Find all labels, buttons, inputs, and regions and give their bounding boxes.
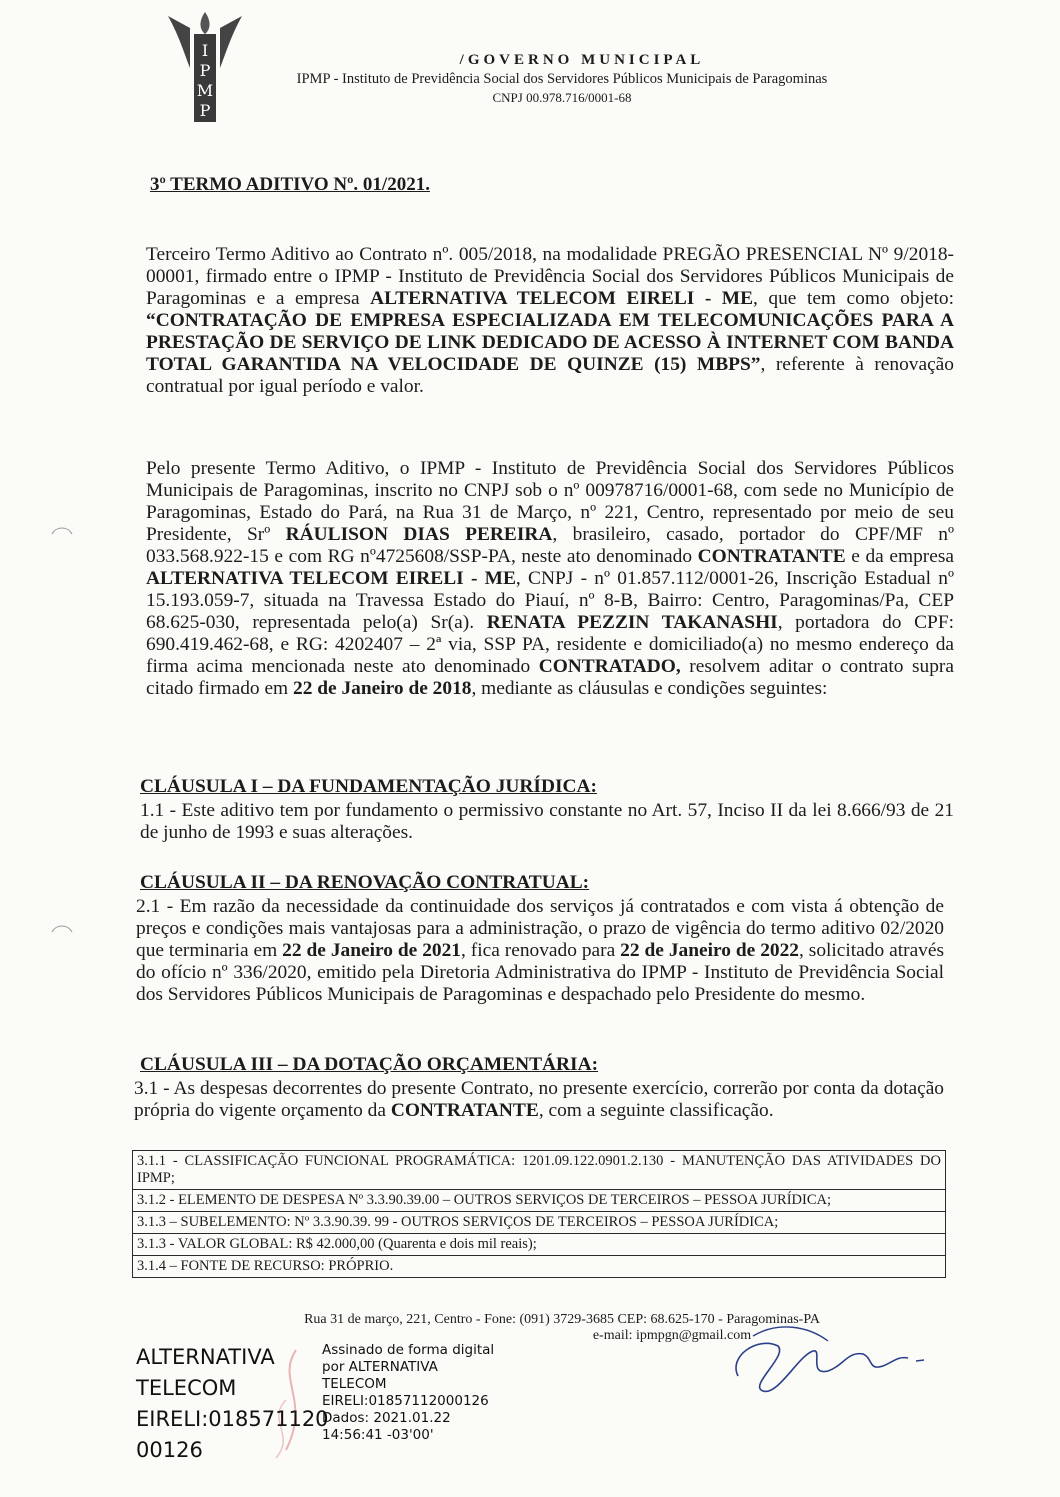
text: , com a seguinte classificação. (538, 1100, 774, 1121)
text: , portadora do CPF: 690.419.462-68, e RG: 4202407 – 2ª via, SSP PA, residente e domiciliado(a) no mesmo endereço da firma acima mencionada neste ato denominado (146, 612, 955, 677)
clause-3-heading: CLÁUSULA III – DA DOTAÇÃO ORÇAMENTÁRIA: (140, 1054, 599, 1075)
clause-2-text (136, 896, 944, 1006)
previous-end-date: 22 de Janeiro de 2021 (282, 940, 461, 961)
text: resolvem aditar o contrato supra citado firmado em (146, 656, 954, 699)
signer-name-line: TELECOM (136, 1376, 237, 1400)
signer-name-line: 00126 (136, 1438, 203, 1462)
signature-detail-line: Assinado de forma digital (322, 1342, 495, 1358)
letterhead (262, 52, 862, 106)
text: 2.1 - Em razão da necessidade da continuidade dos serviços já contratados e com vista á obtenção de preços e condições mais vantajosas para a administração, o prazo de vigência do termo aditivo 02/2020 que terminaria em (136, 896, 944, 961)
text: 3.1 - As despesas decorrentes do presente Contrato, no presente exercício, correrão por conta da dotação própria do vigente orçamento da (134, 1078, 944, 1121)
text: , CNPJ - nº 01.857.112/0001-26, Inscrição Estadual nº 15.193.059-7, situada na Travessa Estado do Piauí, nº 8-B, Bairro: Centro, Paragominas/Pa, CEP 68.625-030, representada pelo(a) Sr(a). (146, 568, 954, 633)
company-name: ALTERNATIVA TELECOM EIRELI - ME (370, 288, 754, 309)
parties-paragraph (146, 458, 954, 700)
svg-text:I: I (201, 41, 209, 60)
text: , que tem como objeto: (753, 288, 954, 309)
signature-detail-line: por ALTERNATIVA (322, 1359, 438, 1375)
signature-detail-line: 14:56:41 -03'00' (322, 1427, 434, 1443)
text: e da empresa (845, 546, 954, 567)
ipmp-logo (160, 8, 250, 126)
signature-detail-line: EIRELI:01857112000126 (322, 1393, 489, 1409)
clause-2-heading: CLÁUSULA II – DA RENOVAÇÃO CONTRATUAL: (140, 872, 590, 893)
institute-cnpj: CNPJ 00.978.716/0001-68 (492, 90, 632, 105)
text: , fica renovado para (461, 940, 621, 961)
text: , referente à renovação contratual por igual período e valor. (146, 354, 954, 397)
clause-1-text: 1.1 - Este aditivo tem por fundamento o permissivo constante no Art. 57, Inciso II da lei 8.666/93 de 21 de junho de 1993 e suas alterações. (140, 800, 954, 843)
signature-details (322, 1342, 494, 1444)
punch-hole-icon (48, 522, 76, 550)
classification-row: 3.1.3 – SUBELEMENTO: Nº 3.3.90.39. 99 - OUTROS SERVIÇOS DE TERCEIROS – PESSOA JURÍDICA; (133, 1212, 945, 1234)
signature-detail-line: Dados: 2021.01.22 (322, 1410, 451, 1426)
classification-table (132, 1150, 946, 1278)
text: Terceiro Termo Aditivo ao Contrato nº. 005/2018, na modalidade PREGÃO PRESENCIAL Nº 9/2018-00001, firmado entre o IPMP - Instituto de Previdência Social dos Servidores Públicos Municipais de Paragominas e a empresa (146, 244, 954, 309)
document-title: 3º TERMO ADITIVO Nº. 01/2021. (150, 174, 430, 195)
company-name: ALTERNATIVA TELECOM EIRELI - ME (146, 568, 516, 589)
classification-row: 3.1.4 – FONTE DE RECURSO: PRÓPRIO. (137, 1258, 394, 1274)
svg-text:P: P (199, 61, 211, 80)
contract-object: “CONTRATAÇÃO DE EMPRESA ESPECIALIZADA EM TELECOMUNICAÇÕES PARA A PRESTAÇÃO DE SERVIÇO DE LINK DEDICADO DE ACESSO À INTERNET COM BANDA TOTAL GARANTIDA NA VELOCIDADE DE QUINZE (15) MBPS” (146, 310, 954, 375)
contratado-label: CONTRATADO, (538, 656, 681, 677)
clause-3-text (134, 1078, 944, 1122)
contract-date: 22 de Janeiro de 2018 (293, 678, 472, 699)
intro-paragraph (146, 244, 954, 398)
classification-row: 3.1.3 - VALOR GLOBAL: R$ 42.000,00 (Quarenta e dois mil reais); (133, 1234, 945, 1256)
text: , solicitado através do ofício nº 336/2020, emitido pela Diretoria Administrativa do IPMP - Instituto de Previdência Social dos Servidores Públicos Municipais de Paragominas e despachado pelo Presidente do mesmo. (136, 940, 945, 1005)
president-name: RÁULISON DIAS PEREIRA (285, 524, 553, 545)
contratante-label: CONTRATANTE (697, 546, 846, 567)
signer-name-line: EIRELI:018571120 (136, 1407, 329, 1431)
contratante-label: CONTRATANTE (390, 1100, 539, 1121)
text: , brasileiro, casado, portador do CPF/MF nº 033.568.922-15 e com RG nº4725608/SSP-PA, neste ato denominado (146, 524, 954, 567)
signer-name (136, 1342, 329, 1466)
institute-name: IPMP - Instituto de Previdência Social dos Servidores Públicos Municipais de Paragominas (296, 71, 828, 87)
svg-text:M: M (196, 81, 214, 100)
classification-row: 3.1.2 - ELEMENTO DE DESPESA Nº 3.3.90.39.00 – OUTROS SERVIÇOS DE TERCEIROS – PESSOA JURÍDICA; (133, 1190, 945, 1212)
representative-name: RENATA PEZZIN TAKANASHI (486, 612, 778, 633)
text: Pelo presente Termo Aditivo, o IPMP - Instituto de Previdência Social dos Servidores Públicos Municipais de Paragominas, inscrito no CNPJ sob o nº 00978716/0001-68, com sede no Município de Paragominas, Estado do Pará, na Rua 31 de Março, nº 221, Centro, representado por meio de seu Presidente, Srº (146, 458, 954, 545)
email-line: e-mail: ipmpgn@gmail.com (592, 1328, 752, 1343)
text: , mediante as cláusulas e condições seguintes: (471, 678, 828, 699)
signature-detail-line: TELECOM (322, 1376, 387, 1392)
address-line: Rua 31 de março, 221, Centro - Fone: (091) 3729-3685 CEP: 68.625-170 - Paragominas-PA (304, 1312, 820, 1327)
new-end-date: 22 de Janeiro de 2022 (620, 940, 799, 961)
classification-row: 3.1.1 - CLASSIFICAÇÃO FUNCIONAL PROGRAMÁTICA: 1201.09.122.0901.2.130 - MANUTENÇÃO DAS ATIVIDADES DO IPMP; (133, 1151, 945, 1190)
handwritten-signature (718, 1316, 928, 1404)
svg-text:P: P (199, 101, 211, 120)
government-label: /GOVERNO MUNICIPAL (459, 52, 705, 68)
signer-name-line: ALTERNATIVA (136, 1345, 275, 1369)
punch-hole-icon (48, 920, 76, 948)
clause-1-heading: CLÁUSULA I – DA FUNDAMENTAÇÃO JURÍDICA: (140, 776, 597, 797)
